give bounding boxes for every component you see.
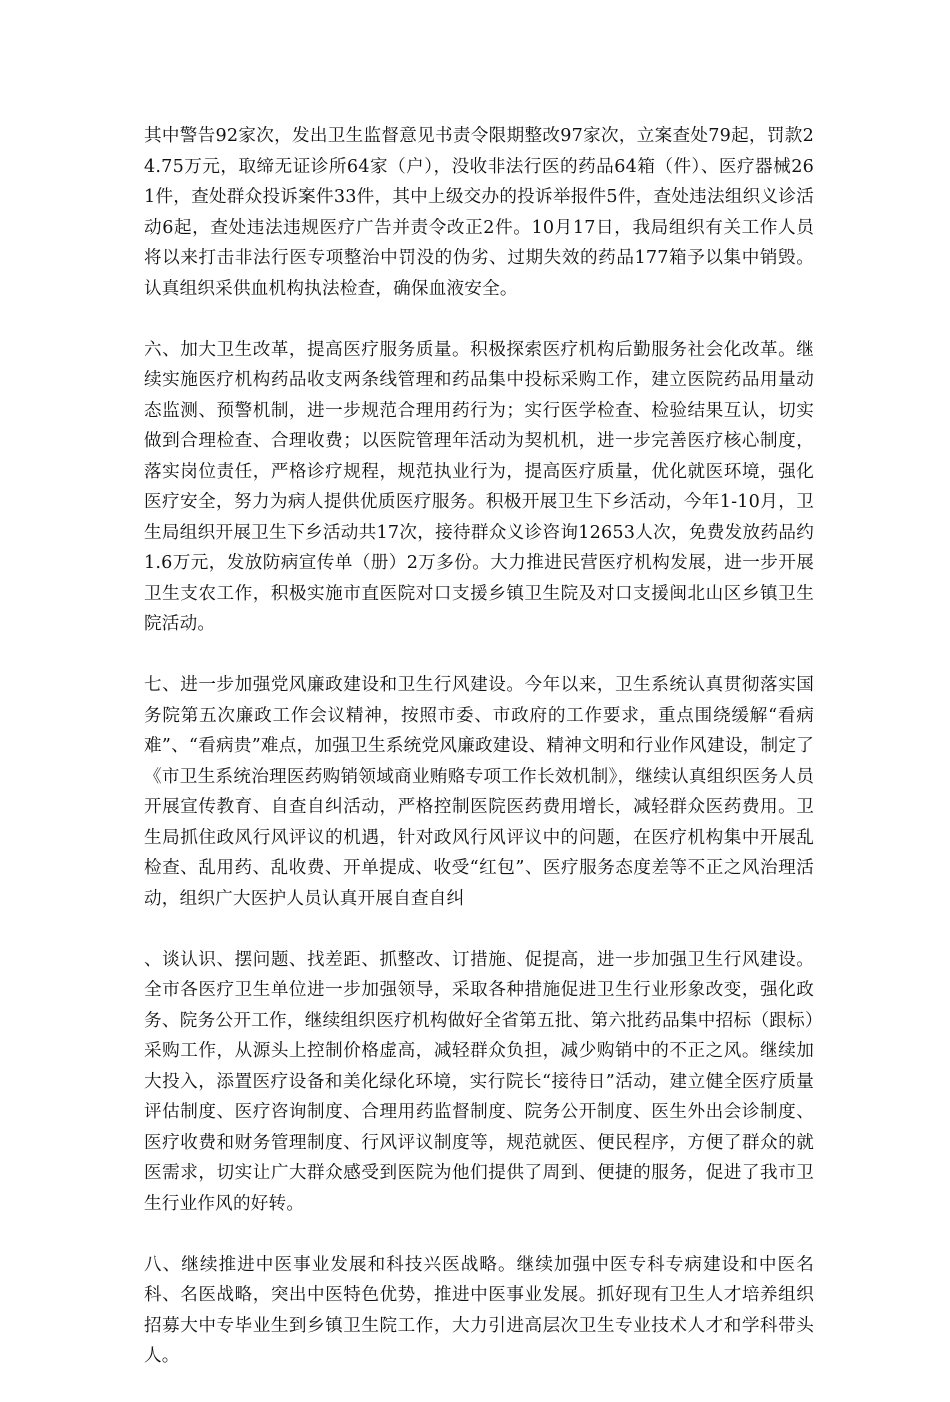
document-body <box>144 121 814 1402</box>
paragraph-enforcement-summary: 其中警告92家次，发出卫生监督意见书责令限期整改97家次，立案查处79起，罚款24.75万元，取缔无证诊所64家（户），没收非法行医的药品64箱（件）、医疗器械261件，查处群众投诉案件33件，其中上级交办的投诉举报件5件，查处违法组织义诊活动6起，查处违法违规医疗广告并责令改正2件。10月17日，我局组织有关工作人员将以来打击非法行医专项整治中罚没的伪劣、过期失效的药品177箱予以集中销毁。认真组织采供血机构执法检查，确保血液安全。 <box>144 126 814 299</box>
paragraph-section-seven-continued: 、谈认识、摆问题、找差距、抓整改、订措施、促提高，进一步加强卫生行风建设。全市各医疗卫生单位进一步加强领导，采取各种措施促进卫生行业形象改变，强化政务、院务公开工作，继续组织医疗机构做好全省第五批、第六批药品集中招标（跟标）采购工作，从源头上控制价格虚高，减轻群众负担，减少购销中的不正之风。继续加大投入，添置医疗设备和美化绿化环境，实行院长“接待日”活动，建立健全医疗质量评估制度、医疗咨询制度、合理用药监督制度、院务公开制度、医生外出会诊制度、医疗收费和财务管理制度、行风评议制度等，规范就医、便民程序，方便了群众的就医需求，切实让广大群众感受到医院为他们提供了周到、便捷的服务，促进了我市卫生行业作风的好转。 <box>144 949 814 1214</box>
paragraph-section-seven: 七、进一步加强党风廉政建设和卫生行风建设。今年以来，卫生系统认真贯彻落实国务院第五次廉政工作会议精神，按照市委、市政府的工作要求，重点围绕缓解“看病难”、“看病贵”难点，加强卫生系统党风廉政建设、精神文明和行业作风建设，制定了《市卫生系统治理医药购销领域商业贿赂专项工作长效机制》，继续认真组织医务人员开展宣传教育、自查自纠活动，严格控制医院医药费用增长，减轻群众医药费用。卫生局抓住政风行风评议的机遇，针对政风行风评议中的问题，在医疗机构集中开展乱检查、乱用药、乱收费、开单提成、收受“红包”、医疗服务态度差等不正之风治理活动，组织广大医护人员认真开展自查自纠 <box>144 675 814 909</box>
paragraph-section-six: 六、加大卫生改革，提高医疗服务质量。积极探索医疗机构后勤服务社会化改革。继续实施医疗机构药品收支两条线管理和药品集中投标采购工作，建立医院药品用量动态监测、预警机制，进一步规范合理用药行为；实行医学检查、检验结果互认，切实做到合理检查、合理收费；以医院管理年活动为契机机，进一步完善医疗核心制度，落实岗位责任，严格诊疗规程，规范执业行为，提高医疗质量，优化就医环境，强化医疗安全，努力为病人提供优质医疗服务。积极开展卫生下乡活动，今年1-10月，卫生局组织开展卫生下乡活动共17次，接待群众义诊咨询12653人次，免费发放药品约1.6万元，发放防病宣传单（册）2万多份。大力推进民营医疗机构发展，进一步开展卫生支农工作，积极实施市直医院对口支援乡镇卫生院及对口支援闽北山区乡镇卫生院活动。 <box>144 339 814 634</box>
paragraph-section-eight: 八、继续推进中医事业发展和科技兴医战略。继续加强中医专科专病建设和中医名科、名医战略，突出中医特色优势，推进中医事业发展。抓好现有卫生人才培养组织招募大中专毕业生到乡镇卫生院工作，大力引进高层次卫生专业技术人才和学科带头人。 <box>144 1254 814 1366</box>
